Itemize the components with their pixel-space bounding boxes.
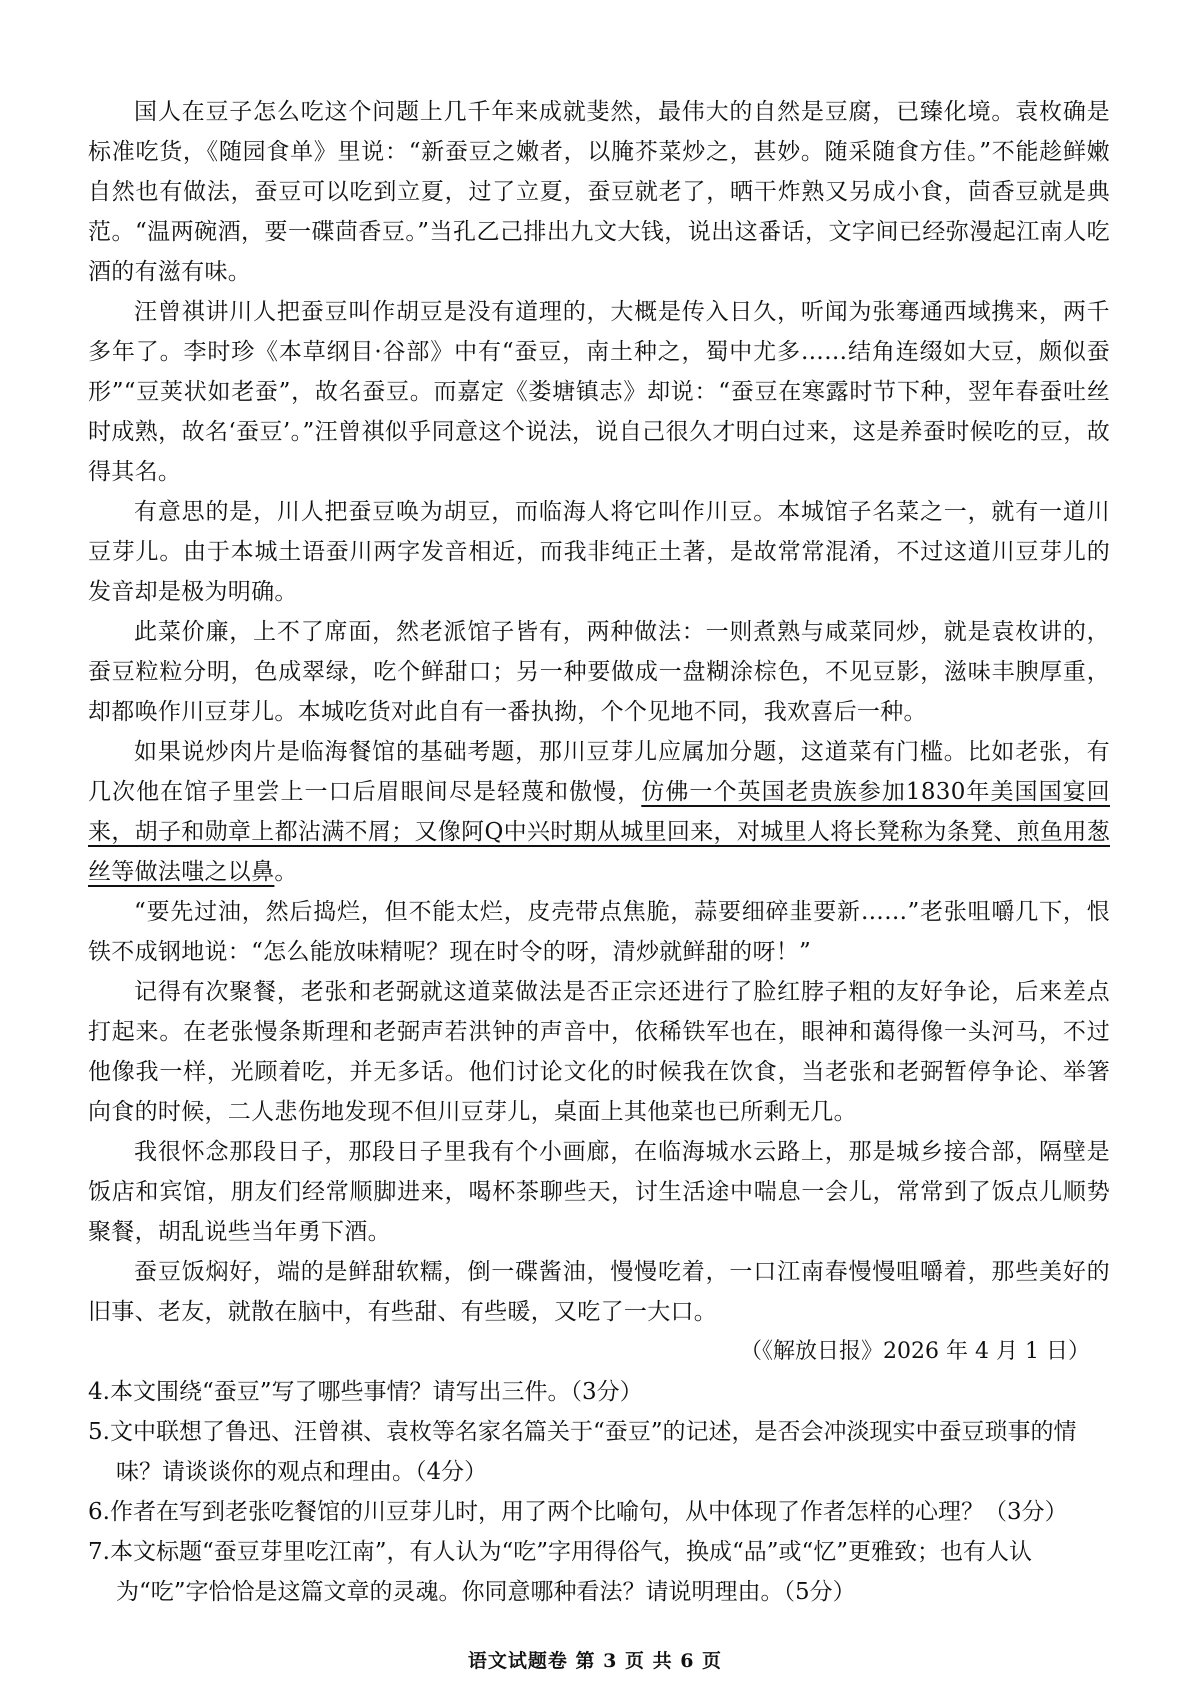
underlined-metaphor-text: 仿佛一个英国老贵族参加1830年美国国宴回来，胡子和勋章上都沾满不屑；又像阿Q中兴时期从城里回来，对城里人将长凳称为条凳、煎鱼用葱丝等做法嗤之以鼻	[88, 779, 1110, 885]
paragraph-2: 汪曾祺讲川人把蚕豆叫作胡豆是没有道理的，大概是传入日久，听闻为张骞通西域携来，两千多年了。李时珍《本草纲目·谷部》中有“蚕豆，南土种之，蜀中尤多……结角连缀如大豆，颇似蚕形”“豆荚状如老蚕”，故名蚕豆。而嘉定《娄塘镇志》却说：“蚕豆在寒露时节下种，翌年春蚕吐丝时成熟，故名‘蚕豆’。”汪曾祺似乎同意这个说法，说自己很久才明白过来，这是养蚕时候吃的豆，故得其名。	[88, 299, 1110, 485]
paragraph-6: “要先过油，然后捣烂，但不能太烂，皮壳带点焦脆，蒜要细碎韭要新……”老张咀嚼几下，恨铁不成钢地说：“怎么能放味精呢？现在时令的呀，清炒就鲜甜的呀！”	[88, 899, 1110, 965]
paragraph-9: 蚕豆饭焖好，端的是鲜甜软糯，倒一碟酱油，慢慢吃着，一口江南春慢慢咀嚼着，那些美好的旧事、老友，就散在脑中，有些甜、有些暖，又吃了一大口。	[88, 1259, 1110, 1325]
question-6: 6.作者在写到老张吃餐馆的川豆芽儿时，用了两个比喻句，从中体现了作者怎样的心理？（3分）	[88, 1499, 1068, 1525]
paragraph-4: 此菜价廉，上不了席面，然老派馆子皆有，两种做法：一则煮熟与咸菜同炒，就是袁枚讲的，蚕豆粒粒分明，色成翠绿，吃个鲜甜口；另一种要做成一盘糊涂棕色，不见豆影，滋味丰腴厚重，却都唤作川豆芽儿。本城吃货对此自有一番执拗，个个见地不同，我欢喜后一种。	[88, 619, 1110, 725]
paragraph-5: 如果说炒肉片是临海餐馆的基础考题，那川豆芽儿应属加分题，这道菜有门槛。比如老张，有几次他在馆子里尝上一口后眉眼间尽是轻蔑和傲慢，仿佛一个英国老贵族参加1830年美国国宴回来，胡子和勋章上都沾满不屑；又像阿Q中兴时期从城里回来，对城里人将长凳称为条凳、煎鱼用葱丝等做法嗤之以鼻。	[88, 739, 1110, 885]
question-5: 5.文中联想了鲁迅、汪曾祺、袁枚等名家名篇关于“蚕豆”的记述，是否会冲淡现实中蚕豆琐事的情味？请谈谈你的观点和理由。（4分）	[88, 1419, 1077, 1485]
article-body	[88, 92, 1110, 1372]
paragraph-1: 国人在豆子怎么吃这个问题上几千年来成就斐然，最伟大的自然是豆腐，已臻化境。袁枚确是标准吃货，《随园食单》里说：“新蚕豆之嫩者，以腌芥菜炒之，甚妙。随采随食方佳。”不能趁鲜嫩自然也有做法，蚕豆可以吃到立夏，过了立夏，蚕豆就老了，晒干炸熟又另成小食，茴香豆就是典范。“温两碗酒，要一碟茴香豆。”当孔乙己排出九文大钱，说出这番话，文字间已经弥漫起江南人吃酒的有滋有味。	[88, 99, 1110, 285]
paragraph-7: 记得有次聚餐，老张和老弼就这道菜做法是否正宗还进行了脸红脖子粗的友好争论，后来差点打起来。在老张慢条斯理和老弼声若洪钟的声音中，依稀铁军也在，眼神和蔼得像一头河马，不过他像我一样，光顾着吃，并无多话。他们讨论文化的时候我在饮食，当老张和老弼暂停争论、举箸向食的时候，二人悲伤地发现不但川豆芽儿，桌面上其他菜也已所剩无几。	[88, 979, 1110, 1125]
question-7: 7.本文标题“蚕豆芽里吃江南”，有人认为“吃”字用得俗气，换成“品”或“忆”更雅致；也有人认为“吃”字恰恰是这篇文章的灵魂。你同意哪种看法？请说明理由。（5分）	[88, 1539, 1033, 1605]
question-4: 4.本文围绕“蚕豆”写了哪些事情？请写出三件。（3分）	[88, 1379, 643, 1405]
paragraph-3: 有意思的是，川人把蚕豆唤为胡豆，而临海人将它叫作川豆。本城馆子名菜之一，就有一道川豆芽儿。由于本城土语蚕川两字发音相近，而我非纯正土著，是故常常混淆，不过这道川豆芽儿的发音却是极为明确。	[88, 499, 1110, 605]
page-footer: 语文试题卷 第 3 页 共 6 页	[467, 1650, 723, 1672]
article-source: （《解放日报》2026 年 4 月 1 日）	[740, 1339, 1090, 1364]
paragraph-8: 我很怀念那段日子，那段日子里我有个小画廊，在临海城水云路上，那是城乡接合部，隔壁是饭店和宾馆，朋友们经常顺脚进来，喝杯茶聊些天，讨生活途中喘息一会儿，常常到了饭点儿顺势聚餐，胡乱说些当年勇下酒。	[88, 1139, 1110, 1245]
question-list	[88, 1372, 1110, 1612]
exam-page	[88, 92, 1110, 1612]
